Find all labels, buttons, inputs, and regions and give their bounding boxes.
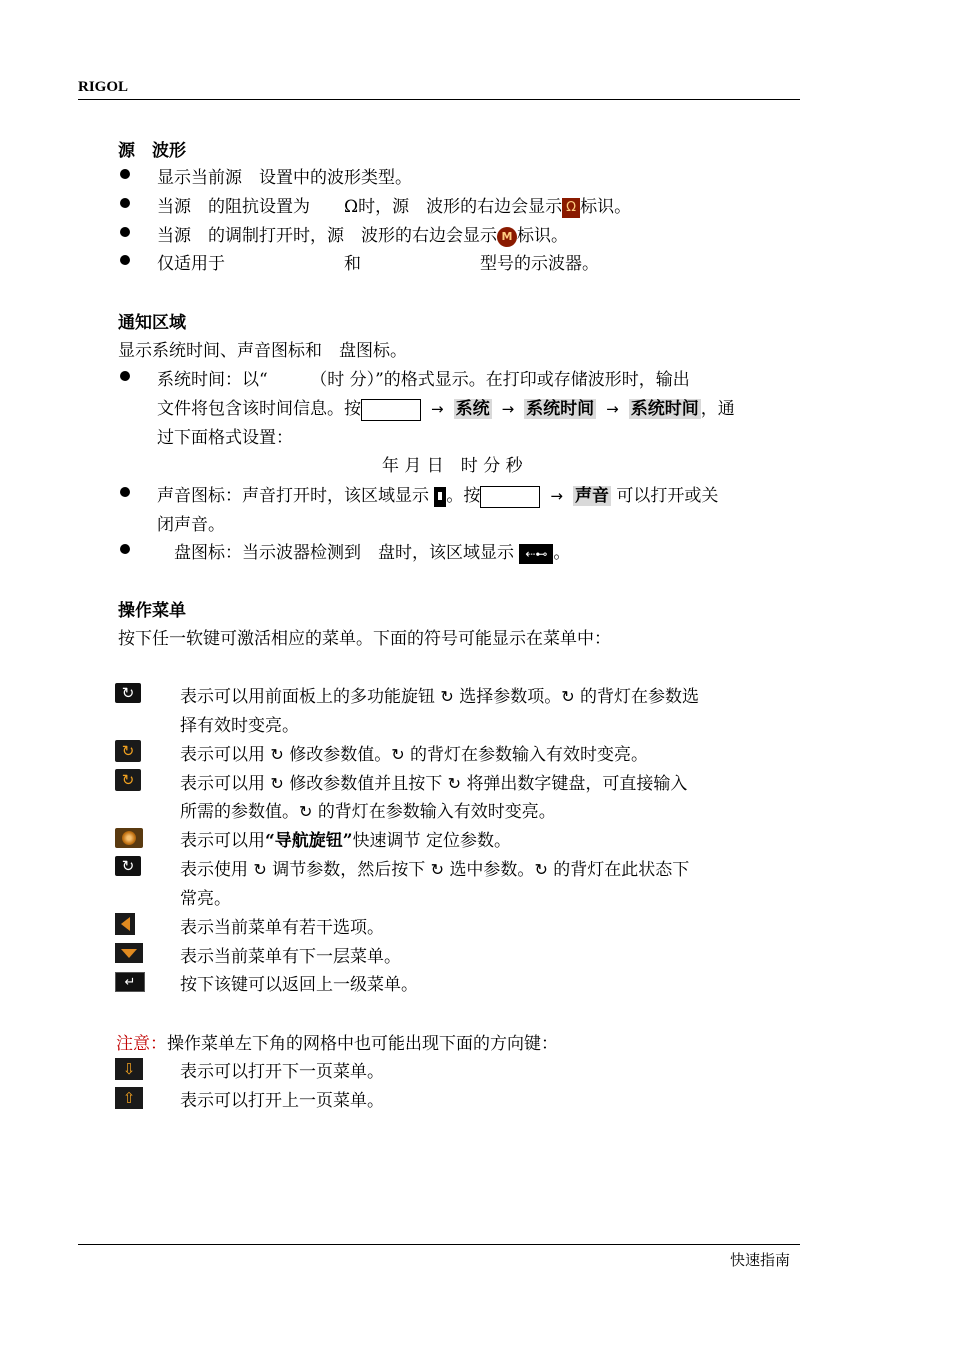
section-heading-menu: 操作菜单 — [118, 601, 186, 621]
section-heading-source-waveform: 源 波形 — [118, 141, 186, 161]
item-text: 表示可以用 — [180, 745, 265, 765]
note-label: 注意： — [116, 1034, 167, 1054]
item-text: 表示可以用 — [180, 774, 265, 794]
item-text: 选择参数项。 — [459, 687, 562, 707]
menu-item-line: 表示当前菜单有下一层菜单。 — [180, 947, 401, 967]
modulation-icon: M — [497, 227, 517, 247]
time-line2-text: 文件将包含该时间信息。按 — [157, 399, 361, 419]
modulation-text-end: 标识。 — [517, 226, 568, 246]
system-time-line1: 系统时间：以“ （时 分）”的格式显示。在打印或存储波形时，输出 — [157, 370, 690, 390]
menu-item-line — [180, 769, 687, 794]
impedance-note — [157, 192, 631, 218]
header-rule — [78, 99, 800, 100]
utility-key-box — [361, 399, 421, 421]
nav-knob-label: “导航旋钮” — [265, 831, 353, 851]
bullet — [120, 198, 130, 208]
bullet — [120, 169, 130, 179]
usb-text: 盘图标：当示波器检测到 盘时，该区域显示 — [157, 543, 514, 563]
knob-icon: ↻ — [440, 687, 454, 706]
item-text: 修改参数值并且按下 — [289, 774, 443, 794]
knob-icon: ↻ — [253, 860, 267, 879]
menu-intro: 按下任一软键可激活相应的菜单。下面的符号可能显示在菜单中： — [118, 629, 611, 649]
speaker-icon — [434, 487, 446, 507]
item-text: 修改参数值。 — [289, 745, 392, 765]
usb-icon: ⇠⊷ — [519, 544, 553, 564]
sound-line2: 闭声音。 — [157, 515, 225, 535]
sound-text-mid: 。按 — [446, 486, 481, 506]
knob-icon: ↻ — [299, 802, 313, 821]
item-text: 所需的参数值。 — [180, 802, 299, 822]
footer-title: 快速指南 — [730, 1251, 791, 1269]
sound-text: 声音图标：声音打开时，该区域显示 — [157, 486, 429, 506]
menu-sound: 声音 — [574, 486, 609, 506]
knob-icon: ↻ — [270, 745, 284, 764]
item-text: 表示可以用 — [180, 831, 265, 851]
menu-item-line: 表示当前菜单有若干选项。 — [180, 918, 384, 938]
options-arrow-icon — [115, 913, 135, 935]
item-text: 的背灯在此状态下 — [553, 860, 690, 880]
time-line2-end: ，通 — [700, 399, 735, 419]
submenu-arrow-icon — [115, 943, 143, 963]
modulation-text: 当源 的调制打开时，源 波形的右边会显示 — [157, 226, 497, 246]
knob-select-icon: ↻ — [115, 856, 141, 876]
menu-item-line — [180, 855, 689, 880]
sound-text-end: 可以打开或关 — [616, 486, 719, 506]
menu-item-line — [180, 740, 648, 765]
menu-item-line2 — [180, 797, 556, 822]
arrow-icon: → — [550, 487, 563, 505]
note-text: 操作菜单左下角的网格中也可能出现下面的方向键： — [167, 1034, 558, 1054]
system-time-line2 — [157, 394, 735, 421]
multifunction-knob-icon: ↻ — [115, 683, 141, 703]
time-format: 年 月 日 时 分 秒 — [382, 456, 523, 476]
arrow-icon: → — [606, 400, 619, 418]
source-waveform-desc: 显示当前源 设置中的波形类型。 — [157, 168, 412, 188]
note-item: 表示可以打开下一页菜单。 — [180, 1062, 384, 1082]
menu-item-line2: 择有效时变亮。 — [180, 716, 299, 736]
notify-intro: 显示系统时间、声音图标和 盘图标。 — [118, 341, 407, 361]
page-down-icon: ⇩ — [115, 1058, 143, 1080]
impedance-text: 当源 的阻抗设置为 Ω时，源 波形的右边会显示 — [157, 197, 563, 217]
knob-icon: ↻ — [270, 774, 284, 793]
menu-item-line: 按下该键可以返回上一级菜单。 — [180, 975, 418, 995]
bullet — [120, 227, 130, 237]
menu-item-line2: 常亮。 — [180, 889, 231, 909]
item-text: 快速调节 定位参数。 — [352, 831, 511, 851]
section-heading-notify: 通知区域 — [118, 313, 186, 333]
menu-item-line — [180, 682, 699, 707]
item-text: 的背灯在参数输入有效时变亮。 — [410, 745, 649, 765]
page-up-icon: ⇧ — [115, 1087, 143, 1109]
utility-key-box — [480, 486, 540, 508]
item-text: 的背灯在参数输入有效时变亮。 — [317, 802, 556, 822]
modulation-note — [157, 221, 568, 247]
item-text: 调节参数，然后按下 — [272, 860, 426, 880]
bullet — [120, 371, 130, 381]
knob-icon: ↻ — [561, 687, 575, 706]
item-text: 选中参数。 — [449, 860, 535, 880]
menu-system-time-2: 系统时间 — [630, 399, 699, 419]
footer-rule — [78, 1244, 800, 1245]
sound-line1 — [157, 481, 718, 508]
usb-text-end: 。 — [553, 543, 571, 563]
item-text: 的背灯在参数选 — [580, 687, 700, 707]
impedance-text-end: 标识。 — [580, 197, 632, 217]
note-line — [116, 1029, 558, 1054]
usb-line — [157, 538, 570, 564]
arrow-icon: → — [501, 400, 515, 418]
menu-system: 系统 — [455, 399, 490, 419]
knob-keypad-icon: ↻ — [115, 769, 141, 791]
model-note: 仅适用于 和 型号的示波器。 — [157, 254, 599, 274]
knob-icon: ↻ — [534, 860, 548, 879]
bullet — [120, 544, 130, 554]
nav-knob-icon — [115, 828, 143, 848]
knob-icon: ↻ — [430, 860, 445, 879]
brand-logo: RIGOL — [78, 79, 129, 95]
item-text: 表示可以用前面板上的多功能旋钮 — [180, 687, 435, 707]
item-text: 将弹出数字键盘，可直接输入 — [466, 774, 688, 794]
menu-item-line — [180, 826, 511, 851]
return-icon: ↵ — [115, 972, 145, 992]
knob-modify-icon: ↻ — [115, 740, 141, 762]
knob-icon: ↻ — [391, 745, 405, 764]
bullet — [120, 255, 130, 265]
omega-icon: Ω — [562, 198, 580, 218]
item-text: 表示使用 — [180, 860, 248, 880]
system-time-line3: 过下面格式设置： — [157, 428, 293, 448]
note-item: 表示可以打开上一页菜单。 — [180, 1091, 384, 1111]
arrow-icon: → — [431, 400, 444, 418]
menu-system-time: 系统时间 — [526, 399, 595, 419]
knob-icon: ↻ — [447, 774, 462, 793]
bullet — [120, 487, 130, 497]
